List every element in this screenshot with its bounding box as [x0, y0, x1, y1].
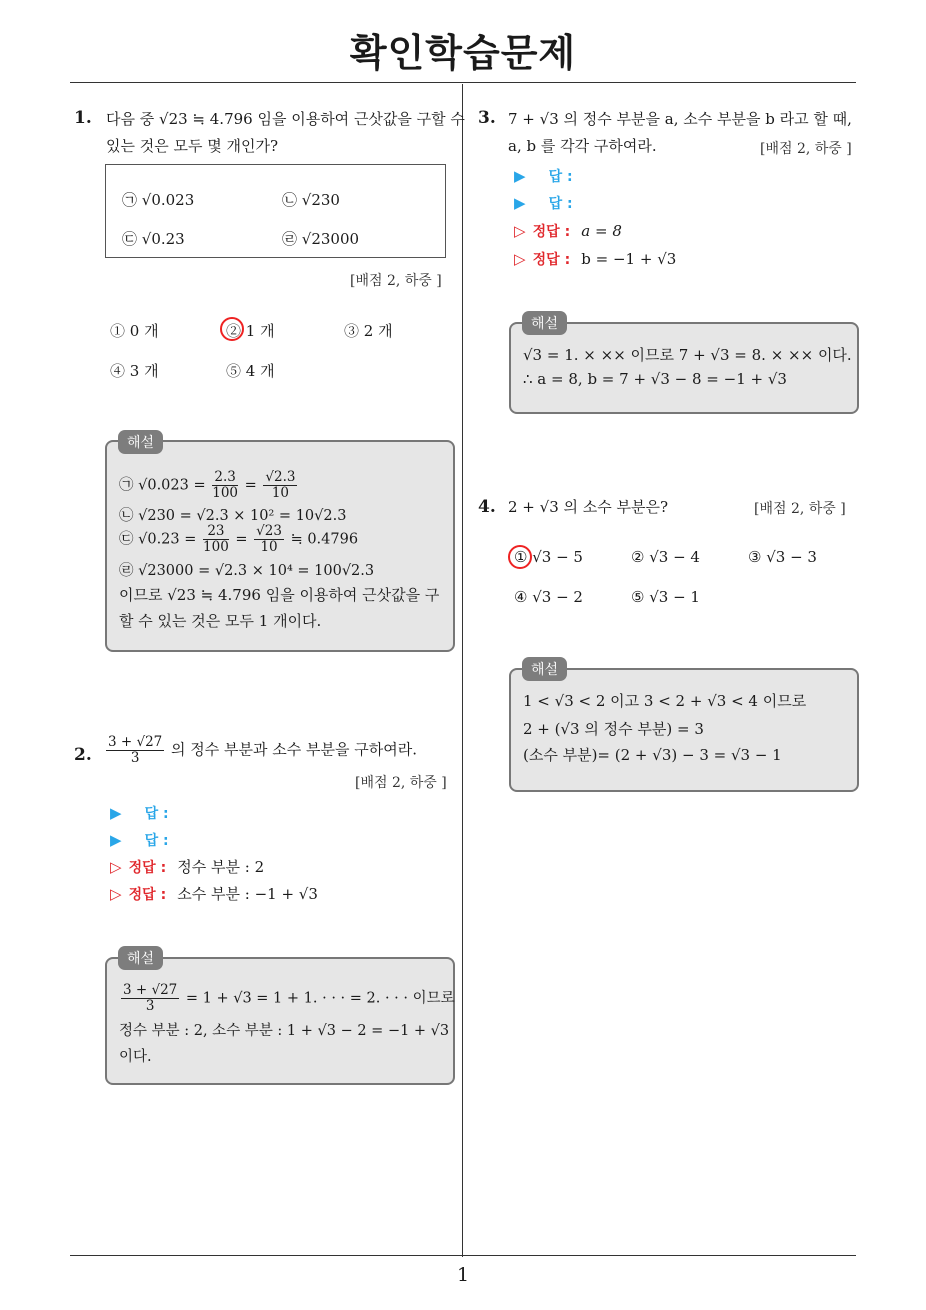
question-expression	[104, 735, 417, 766]
correct-answer-value: 소수 부분 : −1 + √3	[177, 885, 318, 903]
question-number: 2.	[74, 745, 92, 765]
solution-label: 해설	[118, 946, 163, 970]
fraction-denominator: 100	[203, 539, 229, 555]
option-3[interactable]: ③ 2 개	[344, 322, 393, 340]
play-outline-icon: ▷	[514, 250, 526, 268]
play-icon: ▶	[110, 804, 122, 822]
play-icon: ▶	[514, 194, 526, 212]
solution-text: ㉢ √0.23 =	[119, 531, 197, 548]
solution-line-6: 할 수 있는 것은 모두 1 개이다.	[119, 612, 322, 630]
solution-line-3: (소수 부분)= (2 + √3) − 3 = √3 − 1	[523, 746, 782, 764]
question-number: 1.	[74, 108, 92, 128]
solution-line-2: 정수 부분 : 2, 소수 부분 : 1 + √3 − 2 = −1 + √3	[119, 1023, 450, 1039]
solution-line-4: ㉣ √23000 = √2.3 × 10⁴ = 100√2.3	[119, 563, 375, 579]
solution-box	[509, 668, 859, 792]
fraction-numerator: 3 + √27	[123, 982, 178, 998]
top-rule	[70, 82, 856, 83]
score-meta: [배점 2, 하중 ]	[355, 775, 447, 791]
correct-answer-value: 정수 부분 : 2	[177, 858, 265, 876]
play-outline-icon: ▷	[110, 885, 122, 903]
solution-box	[105, 440, 455, 652]
fraction-denominator: 10	[260, 539, 278, 555]
equals-sign: =	[235, 531, 248, 548]
option-2[interactable]: ② 1 개	[226, 322, 275, 340]
correct-answer-label: 정답 :	[128, 887, 167, 903]
choice-item: ㉡ √230	[282, 191, 340, 209]
column-divider	[462, 84, 463, 1257]
solution-line-2: ∴ a = 8, b = 7 + √3 − 8 = −1 + √3	[523, 370, 787, 388]
fraction-denominator: 10	[271, 485, 290, 501]
page-title: 확인학습문제	[349, 31, 577, 75]
fraction	[254, 524, 284, 555]
fraction	[121, 983, 179, 1014]
solution-line-1	[119, 983, 455, 1014]
page-number: 1	[456, 1264, 470, 1286]
option-5[interactable]: ⑤ √3 − 1	[631, 588, 700, 606]
solution-line-3: 이다.	[119, 1049, 152, 1065]
solution-line-1: √3 = 1. × ×× 이므로 7 + √3 = 8. × ×× 이다.	[523, 346, 852, 364]
selected-answer-circle-icon	[508, 545, 532, 569]
solution-box	[105, 957, 455, 1085]
option-2[interactable]: ② √3 − 4	[631, 548, 700, 566]
question-number: 3.	[478, 108, 496, 128]
option-4[interactable]: ④ 3 개	[110, 362, 159, 380]
fraction	[263, 470, 297, 501]
fraction-denominator: 3	[130, 750, 140, 766]
bottom-rule	[70, 1255, 856, 1256]
solution-line-3	[119, 524, 358, 555]
score-meta: [배점 2, 하중 ]	[754, 501, 846, 517]
option-5[interactable]: ⑤ 4 개	[226, 362, 275, 380]
answer-row	[110, 800, 169, 827]
choice-item: ㉢ √0.23	[122, 230, 185, 248]
score-meta: [배점 2, 하중 ]	[350, 273, 442, 289]
correct-answer-label: 정답 :	[532, 252, 571, 268]
selected-answer-circle-icon	[220, 317, 244, 341]
answer-row	[514, 163, 573, 190]
answer-label: 답 :	[144, 806, 169, 822]
fraction-numerator: 23	[203, 524, 229, 540]
choice-item: ㉠ √0.023	[122, 191, 195, 209]
correct-answer-label: 정답 :	[532, 224, 571, 240]
fraction-numerator: 2.3	[212, 470, 238, 486]
question-text: 2 + √3 의 소수 부분은?	[508, 498, 669, 516]
choice-box	[105, 164, 446, 258]
answer-label: 답 :	[548, 196, 573, 212]
play-icon: ▶	[110, 831, 122, 849]
fraction-denominator: 3	[145, 998, 155, 1014]
solution-line-1: 1 < √3 < 2 이고 3 < 2 + √3 < 4 이므로	[523, 692, 807, 710]
solution-line-1	[119, 470, 299, 501]
choice-item: ㉣ √23000	[282, 230, 360, 248]
play-outline-icon: ▷	[514, 222, 526, 240]
equals-sign: =	[244, 477, 257, 494]
option-1[interactable]: ① √3 − 5	[514, 548, 583, 566]
answer-label: 답 :	[144, 833, 169, 849]
option-4[interactable]: ④ √3 − 2	[514, 588, 583, 606]
fraction	[203, 524, 229, 555]
answer-label: 답 :	[548, 169, 573, 185]
correct-answer-row	[110, 854, 264, 881]
answer-row	[514, 190, 573, 217]
solution-line-5: 이므로 √23 ≒ 4.796 임을 이용하여 근삿값을 구	[119, 586, 440, 604]
solution-text: ≒ 0.4796	[290, 531, 359, 548]
solution-label: 해설	[118, 430, 163, 454]
solution-line-2: ㉡ √230 = √2.3 × 10² = 10√2.3	[119, 508, 347, 524]
correct-answer-row	[514, 246, 676, 273]
question-text: 의 정수 부분과 소수 부분을 구하여라.	[171, 740, 418, 759]
fraction-numerator: √2.3	[265, 469, 296, 485]
fraction-numerator: 3 + √27	[108, 734, 163, 750]
score-meta: [배점 2, 하중 ]	[760, 141, 852, 157]
fraction-denominator: 100	[212, 485, 239, 501]
solution-box	[509, 322, 859, 414]
correct-answer-row	[110, 881, 318, 908]
question-text-line1: 다음 중 √23 ≒ 4.796 임을 이용하여 근삿값을 구할 수	[106, 110, 465, 128]
question-number: 4.	[478, 497, 496, 517]
solution-text: ㉠ √0.023 =	[119, 477, 206, 494]
solution-text: = 1 + √3 = 1 + 1. · · · = 2. · · · 이므로	[185, 990, 455, 1007]
play-outline-icon: ▷	[110, 858, 122, 876]
option-3[interactable]: ③ √3 − 3	[748, 548, 817, 566]
fraction-numerator: √23	[256, 523, 282, 539]
fraction	[212, 470, 238, 501]
correct-answer-value: b = −1 + √3	[581, 250, 677, 268]
play-icon: ▶	[514, 167, 526, 185]
correct-answer-row	[514, 218, 622, 245]
solution-line-2: 2 + (√3 의 정수 부분) = 3	[523, 720, 704, 738]
correct-answer-value: a = 8	[581, 222, 622, 240]
solution-label: 해설	[522, 311, 567, 335]
fraction	[106, 735, 164, 766]
correct-answer-label: 정답 :	[128, 860, 167, 876]
answer-row	[110, 827, 169, 854]
solution-label: 해설	[522, 657, 567, 681]
option-1[interactable]: ① 0 개	[110, 322, 159, 340]
question-text-line1: 7 + √3 의 정수 부분을 a, 소수 부분을 b 라고 할 때,	[508, 110, 852, 128]
question-text-line2: 있는 것은 모두 몇 개인가?	[106, 137, 279, 155]
question-text-line2: a, b 를 각각 구하여라.	[508, 137, 657, 155]
